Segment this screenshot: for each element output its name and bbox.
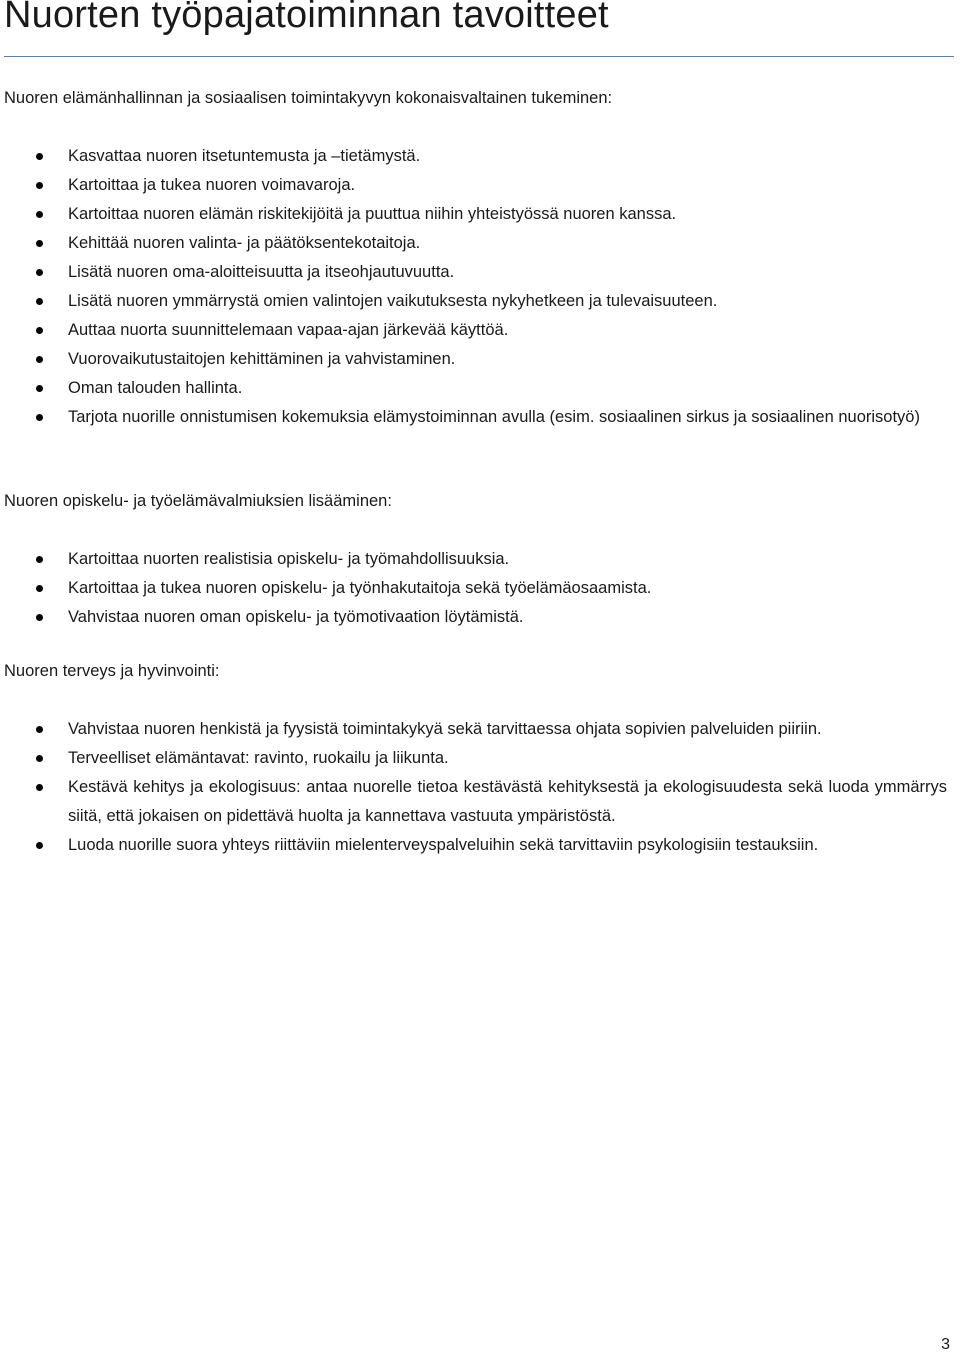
bullet-icon	[36, 784, 43, 791]
bullet-icon	[36, 356, 43, 363]
bullet-icon	[36, 269, 43, 276]
list-item: Terveelliset elämäntavat: ravinto, ruokailu ja liikunta.	[0, 744, 955, 773]
list-item: Kartoittaa ja tukea nuoren voimavaroja.	[0, 171, 955, 200]
list-item: Kartoittaa nuoren elämän riskitekijöitä ja puuttua niihin yhteistyössä nuoren kanssa.	[0, 200, 955, 229]
list-item: Vahvistaa nuoren oman opiskelu- ja työmotivaation löytämistä.	[0, 603, 955, 632]
list-item: Tarjota nuorille onnistumisen kokemuksia elämystoiminnan avulla (esim. sosiaalinen sirkus ja sosiaalinen nuorisotyö)	[0, 403, 955, 432]
life-management-list	[0, 142, 955, 432]
list-item: Kartoittaa ja tukea nuoren opiskelu- ja työnhakutaitoja sekä työelämäosaamista.	[0, 574, 955, 603]
list-item: Auttaa nuorta suunnittelemaan vapaa-ajan järkevää käyttöä.	[0, 316, 955, 345]
list-item: Vuorovaikutustaitojen kehittäminen ja vahvistaminen.	[0, 345, 955, 374]
list-item: Kartoittaa nuorten realistisia opiskelu- ja työmahdollisuuksia.	[0, 545, 955, 574]
list-item: Kasvattaa nuoren itsetuntemusta ja –tietämystä.	[0, 142, 955, 171]
section-heading-life-management: Nuoren elämänhallinnan ja sosiaalisen toimintakyvyn kokonaisvaltainen tukeminen:	[4, 89, 613, 107]
bullet-icon	[36, 842, 43, 849]
list-item: Luoda nuorille suora yhteys riittäviin mielenterveyspalveluihin sekä tarvittaviin psykologisiin testauksiin.	[0, 831, 955, 860]
health-wellbeing-list	[0, 715, 955, 860]
bullet-icon	[36, 182, 43, 189]
list-item: Lisätä nuoren oma-aloitteisuutta ja itseohjautuvuutta.	[0, 258, 955, 287]
bullet-icon	[36, 614, 43, 621]
bullet-icon	[36, 211, 43, 218]
bullet-icon	[36, 327, 43, 334]
bullet-icon	[36, 414, 43, 421]
list-item: Kestävä kehitys ja ekologisuus: antaa nuorelle tietoa kestävästä kehityksestä ja ekologisuudesta sekä luoda ymmärrys siitä, että jokaisen on pidettävä huolta ja kannettava vastuuta ympäristöstä.	[0, 773, 955, 831]
bullet-icon	[36, 298, 43, 305]
study-work-skills-list	[0, 545, 955, 632]
list-item: Lisätä nuoren ymmärrystä omien valintojen vaikutuksesta nykyhetkeen ja tulevaisuuteen.	[0, 287, 955, 316]
bullet-icon	[36, 556, 43, 563]
section-heading-study-work-skills: Nuoren opiskelu- ja työelämävalmiuksien lisääminen:	[4, 492, 392, 510]
bullet-icon	[36, 755, 43, 762]
page-title: Nuorten työpajatoiminnan tavoitteet	[4, 0, 609, 36]
title-underline	[4, 56, 954, 57]
bullet-icon	[36, 726, 43, 733]
bullet-icon	[36, 585, 43, 592]
page-number: 3	[941, 1336, 950, 1353]
bullet-icon	[36, 153, 43, 160]
section-heading-health-wellbeing: Nuoren terveys ja hyvinvointi:	[4, 662, 220, 680]
bullet-icon	[36, 240, 43, 247]
list-item: Oman talouden hallinta.	[0, 374, 955, 403]
list-item: Kehittää nuoren valinta- ja päätöksentekotaitoja.	[0, 229, 955, 258]
bullet-icon	[36, 385, 43, 392]
list-item: Vahvistaa nuoren henkistä ja fyysistä toimintakykyä sekä tarvittaessa ohjata sopivien palveluiden piiriin.	[0, 715, 955, 744]
